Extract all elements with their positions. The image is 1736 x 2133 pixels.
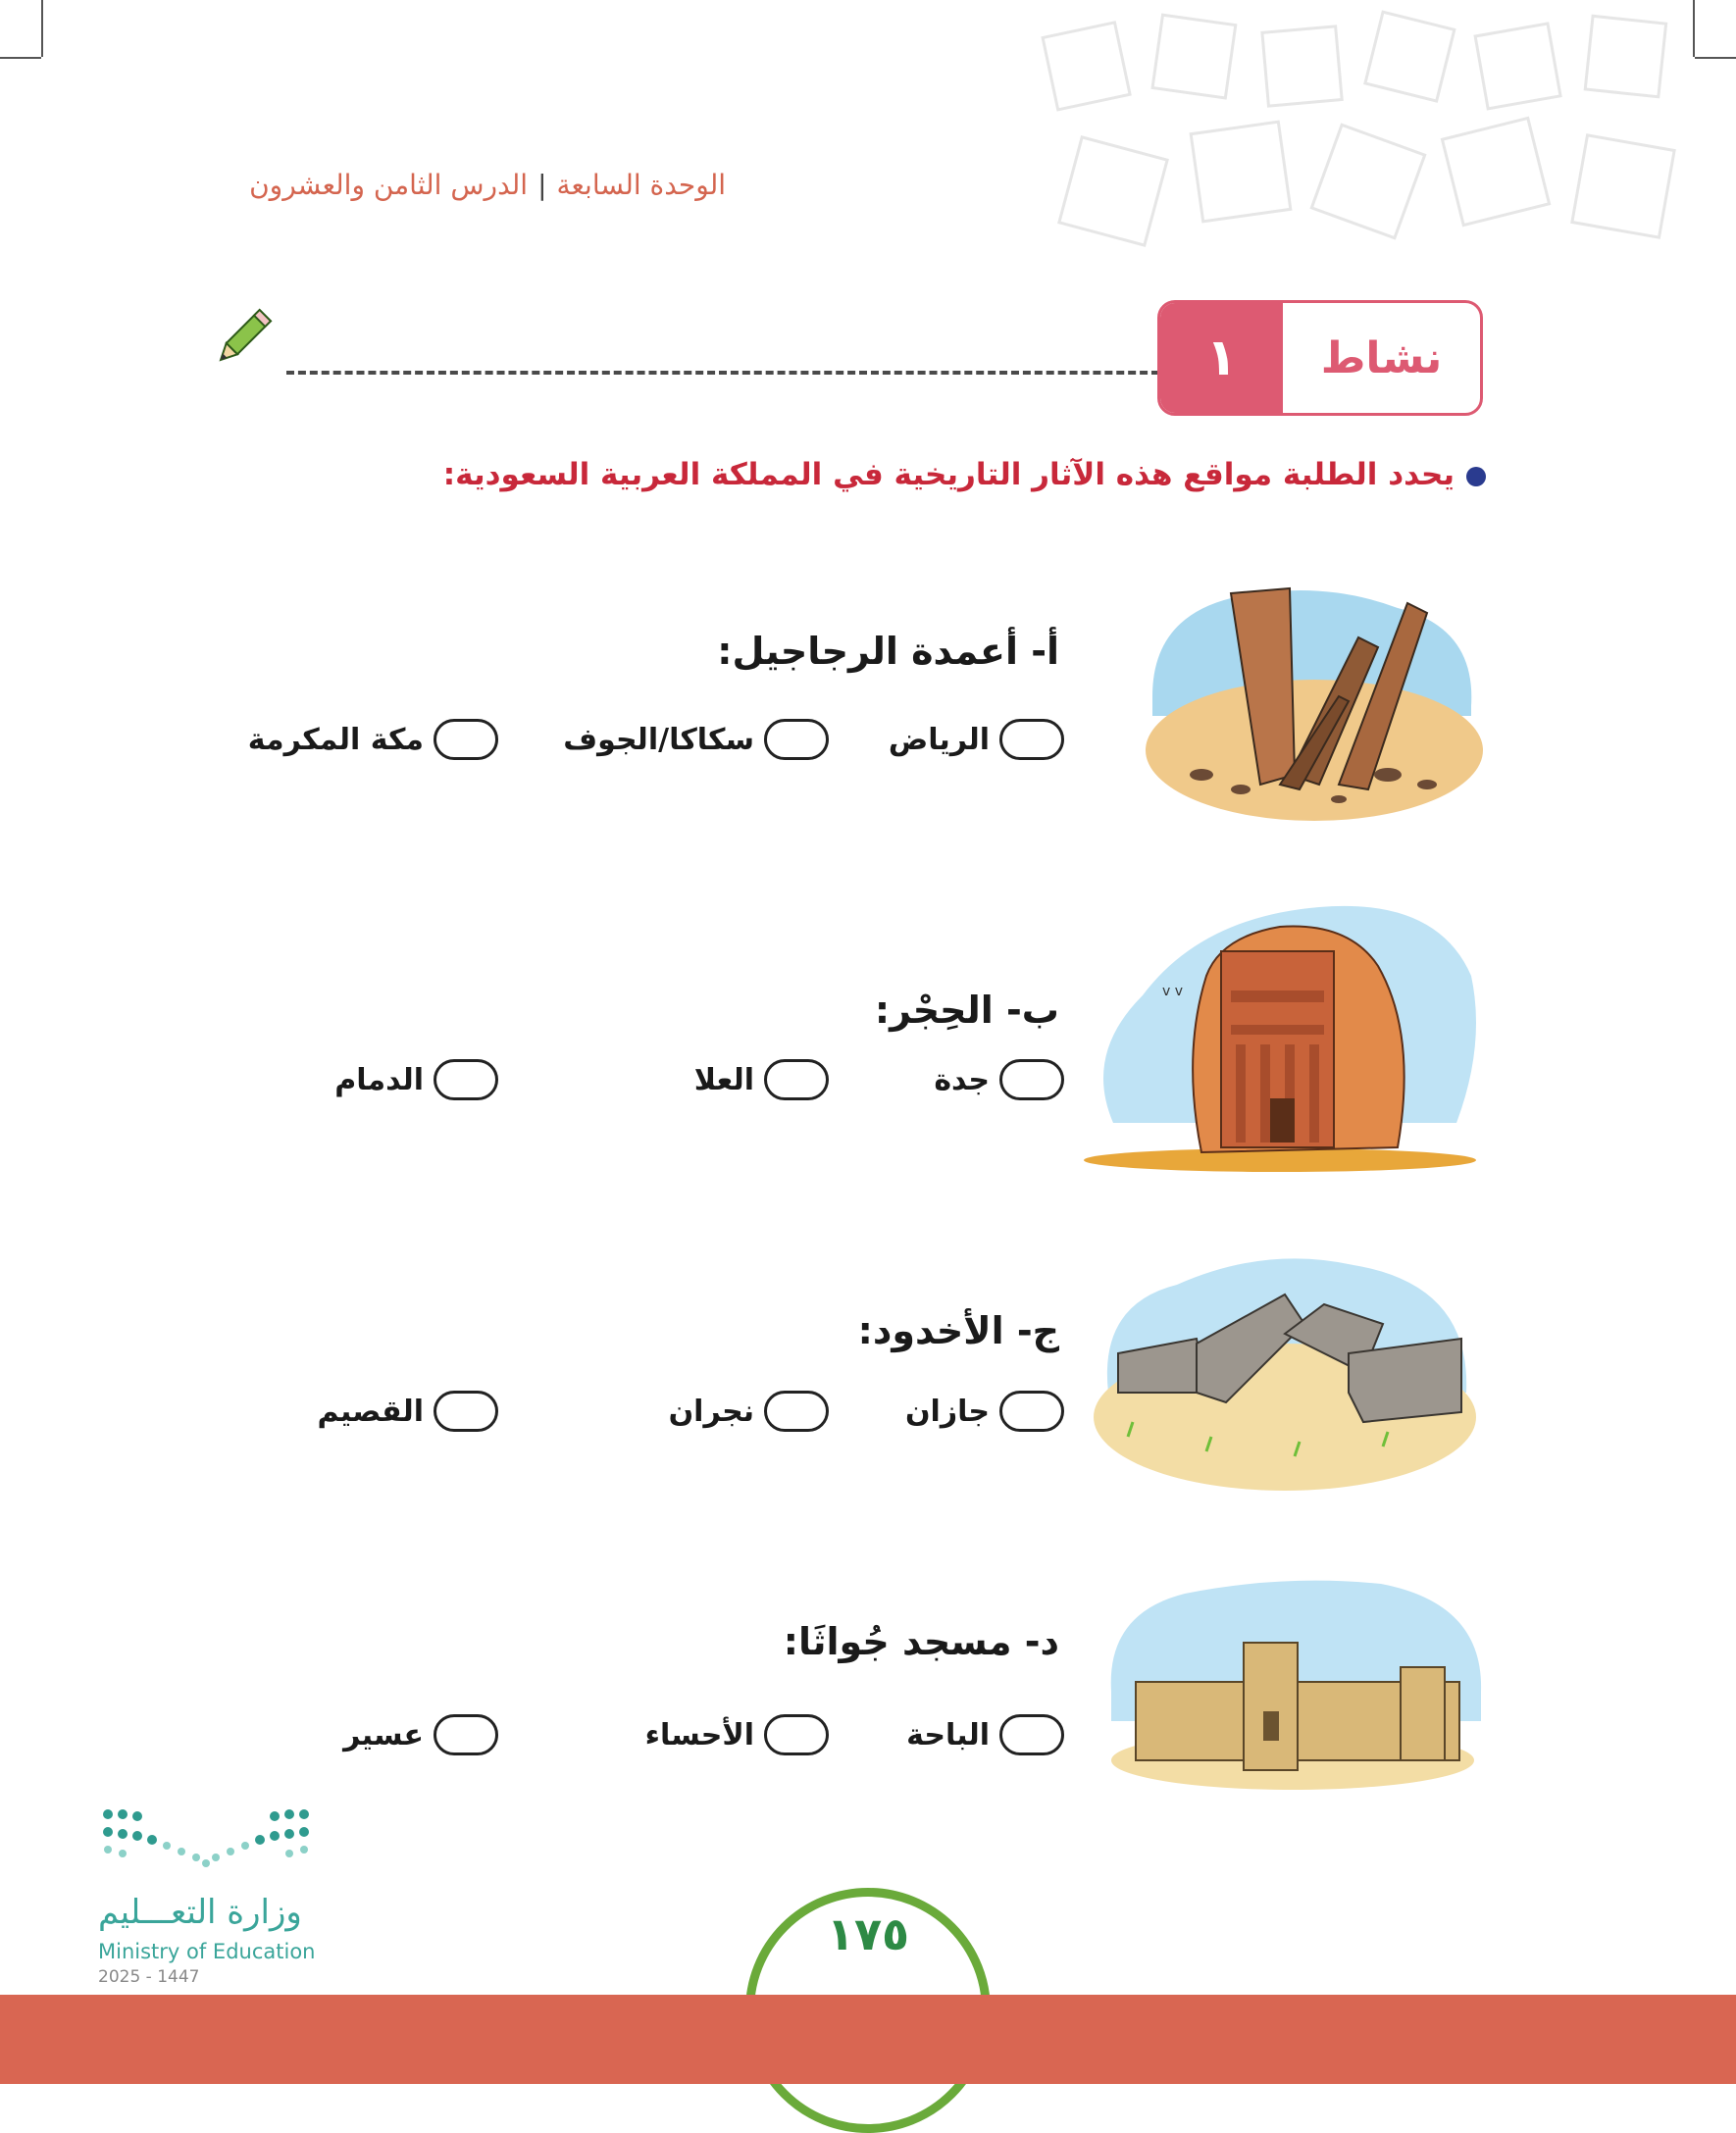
jawatha-mosque-illustration <box>1106 1574 1486 1790</box>
question-title: د- مسجد جُواثَا: <box>783 1620 1059 1663</box>
question-title: ج- الأخدود: <box>857 1309 1059 1352</box>
page-number: ١٧٥ <box>826 1907 910 1960</box>
option-label: العلا <box>693 1062 754 1097</box>
answer-oval[interactable] <box>434 1391 498 1432</box>
unit-label: الوحدة السابعة <box>556 169 726 201</box>
crop-mark <box>41 0 43 57</box>
option[interactable] <box>694 1059 829 1100</box>
option[interactable] <box>669 1391 829 1432</box>
svg-text:v v: v v <box>1162 984 1184 999</box>
question-title: ب- الحِجْر: <box>874 989 1059 1032</box>
option-label: مكة المكرمة <box>247 722 424 757</box>
activity-box <box>1157 300 1483 416</box>
option[interactable] <box>645 1714 829 1755</box>
option-label: القصيم <box>317 1394 424 1429</box>
answer-oval[interactable] <box>434 1714 498 1755</box>
option[interactable] <box>889 719 1064 760</box>
lesson-header <box>249 169 726 201</box>
answer-oval[interactable] <box>434 1059 498 1100</box>
option-label: الأحساء <box>644 1717 754 1752</box>
option[interactable] <box>906 1714 1064 1755</box>
option[interactable] <box>934 1059 1064 1100</box>
ministry-logo-icon <box>98 1804 314 1883</box>
instruction-label: يحدد الطلبة مواقع هذه الآثار التاريخية في المملكة العربية السعودية: <box>442 457 1455 492</box>
edition-year: 2025 - 1447 <box>98 1967 200 1987</box>
answer-oval[interactable] <box>764 719 829 760</box>
crop-mark <box>0 57 41 59</box>
answer-oval[interactable] <box>999 1714 1064 1755</box>
ministry-name-ar: وزارة التعـــليم <box>98 1893 302 1932</box>
ministry-name-en: Ministry of Education <box>98 1940 316 1963</box>
dashed-answer-line <box>286 371 1159 375</box>
option[interactable] <box>563 719 829 760</box>
option-label: الرياض <box>888 722 990 757</box>
option-label: سكاكا/الجوف <box>563 722 754 757</box>
header-separator: | <box>537 169 547 201</box>
activity-number: ١ <box>1160 303 1283 413</box>
answer-oval[interactable] <box>764 1059 829 1100</box>
answer-oval[interactable] <box>999 1059 1064 1100</box>
answer-oval[interactable] <box>999 1391 1064 1432</box>
answer-oval[interactable] <box>434 719 498 760</box>
option-label: عسير <box>343 1717 424 1752</box>
ukhdood-ruins-illustration <box>1089 1245 1481 1491</box>
pencil-icon <box>208 304 277 373</box>
answer-oval[interactable] <box>764 1391 829 1432</box>
option-label: الباحة <box>906 1717 990 1752</box>
option-label: الدمام <box>334 1062 424 1097</box>
answer-oval[interactable] <box>999 719 1064 760</box>
option[interactable] <box>343 1714 498 1755</box>
option[interactable] <box>905 1391 1064 1432</box>
option-label: نجران <box>668 1394 754 1429</box>
option[interactable] <box>334 1059 498 1100</box>
bullet-icon <box>1466 467 1486 486</box>
decorative-squares <box>1010 0 1736 284</box>
option[interactable] <box>318 1391 498 1432</box>
question-title: أ- أعمدة الرجاجيل: <box>717 630 1059 673</box>
lesson-label: الدرس الثامن والعشرون <box>249 169 529 201</box>
activity-label: نشاط <box>1320 332 1443 383</box>
hegra-tomb-illustration <box>1084 897 1486 1172</box>
option-label: جازان <box>904 1394 990 1429</box>
instruction-text <box>443 457 1486 492</box>
rajajil-pillars-illustration <box>1143 579 1486 824</box>
option-label: جدة <box>934 1062 990 1097</box>
footer-band <box>0 1995 1736 2084</box>
answer-oval[interactable] <box>764 1714 829 1755</box>
option[interactable] <box>248 719 498 760</box>
